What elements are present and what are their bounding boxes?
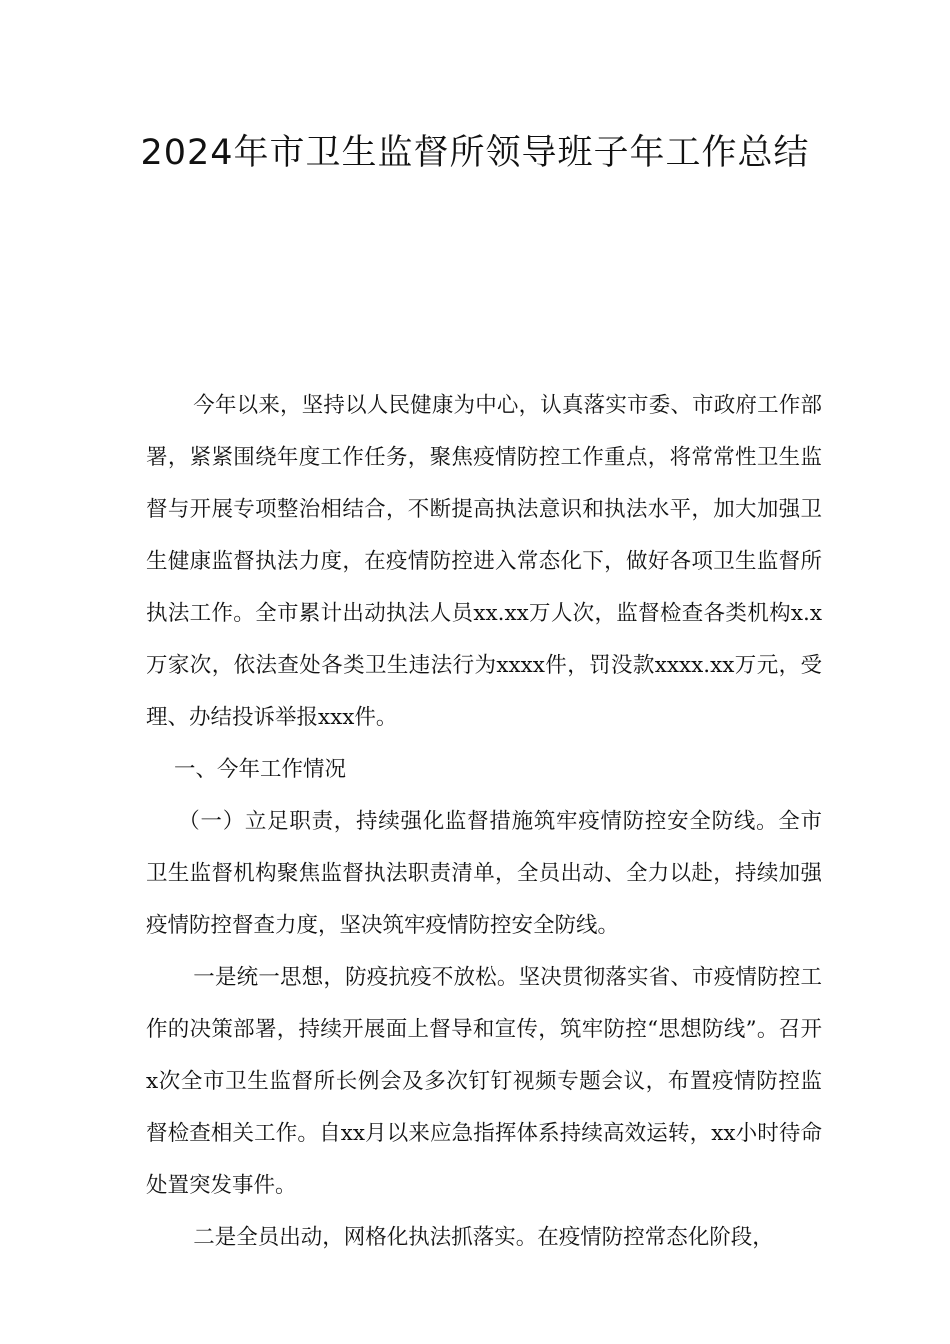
point-paragraph-1: 一是统一思想，防疫抗疫不放松。坚决贯彻落实省、市疫情防控工作的决策部署，持续开展面上督导和宣传，筑牢防控“思想防线”。召开x次全市卫生监督所长例会及多次钉钉视频专题会议，布置疫情防控监督检查相关工作。自xx月以来应急指挥体系持续高效运转，xx小时待命处置突发事件。 — [146, 965, 822, 1198]
document-body — [146, 380, 822, 1264]
section-heading-1: 一、今年工作情况 — [173, 757, 346, 782]
subsection-paragraph-1: （一）立足职责，持续强化监督措施筑牢疫情防控安全防线。全市卫生监督机构聚焦监督执法职责清单，全员出动、全力以赴，持续加强疫情防控督查力度，坚决筑牢疫情防控安全防线。 — [146, 809, 822, 938]
document-title: 2024年市卫生监督所领导班子年工作总结 — [140, 133, 810, 173]
intro-paragraph: 今年以来，坚持以人民健康为中心，认真落实市委、市政府工作部署，紧紧围绕年度工作任务，聚焦疫情防控工作重点，将常常性卫生监督与开展专项整治相结合，不断提高执法意识和执法水平，加大加强卫生健康监督执法力度，在疫情防控进入常态化下，做好各项卫生监督所执法工作。全市累计出动执法人员xx.xx万人次，监督检查各类机构x.x万家次，依法查处各类卫生违法行为xxxx件，罚没款xxxx.xx万元，受理、办结投诉举报xxx件。 — [146, 393, 822, 730]
point-paragraph-2: 二是全员出动，网格化执法抓落实。在疫情防控常态化阶段， — [193, 1225, 774, 1250]
